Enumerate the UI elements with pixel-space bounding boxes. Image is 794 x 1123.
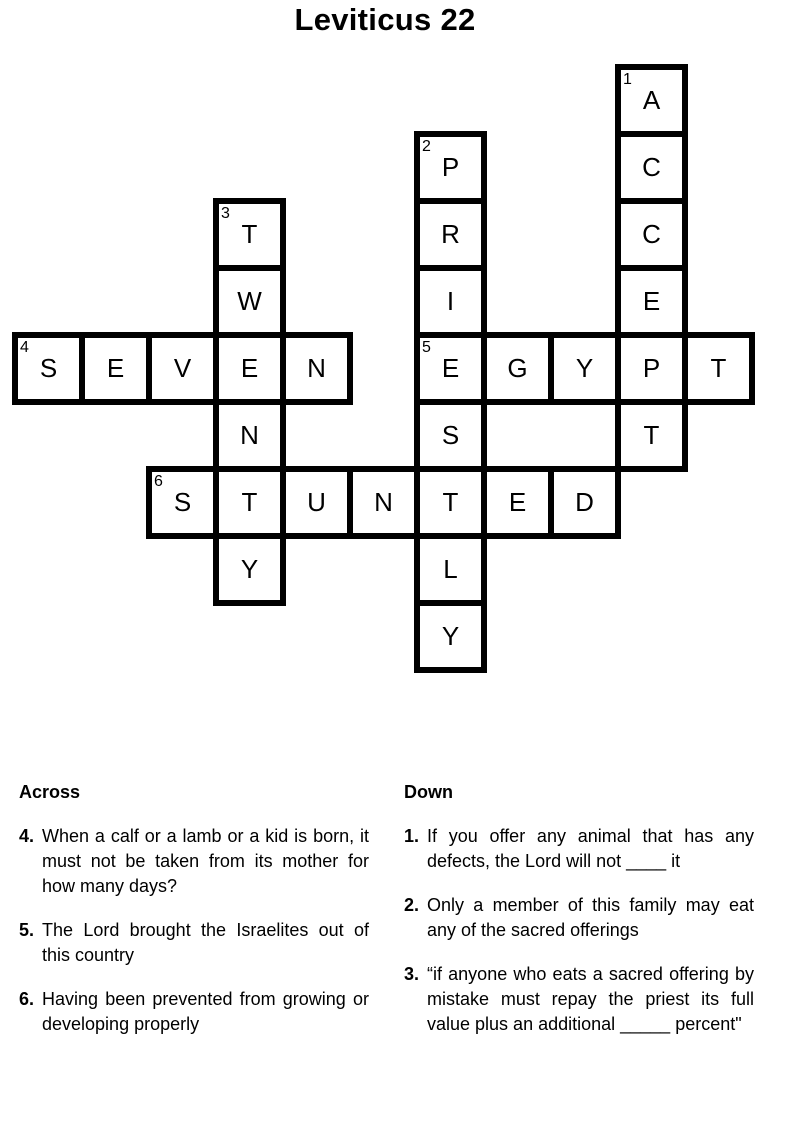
- grid-cell[interactable]: [481, 466, 554, 539]
- grid-cell[interactable]: [414, 466, 487, 539]
- grid-cell[interactable]: [682, 332, 755, 405]
- grid-cell[interactable]: [548, 332, 621, 405]
- down-clue-list: [404, 824, 754, 1056]
- grid-cell[interactable]: [548, 466, 621, 539]
- cell-letter: V: [173, 353, 192, 383]
- clue-text: Only a member of this family may eat any of the sacred offerings: [427, 895, 754, 940]
- down-heading: Down: [404, 782, 453, 802]
- cell-letter: R: [441, 219, 460, 249]
- grid-cell[interactable]: [615, 64, 688, 137]
- cell-letter: T: [643, 420, 660, 450]
- clue-text: If you offer any animal that has any defects, the Lord will not ____ it: [427, 826, 754, 871]
- cell-letter: Y: [441, 621, 460, 651]
- down-clue: [404, 893, 754, 943]
- cell-letter: U: [307, 487, 326, 517]
- cell-letter: E: [240, 353, 259, 383]
- cell-letter: W: [237, 286, 262, 316]
- cell-letter: G: [507, 353, 528, 383]
- cell-letter: C: [642, 219, 661, 249]
- grid-cell[interactable]: [280, 332, 353, 405]
- cell-letter: E: [642, 286, 661, 316]
- cell-letter: L: [443, 554, 458, 584]
- cell-number: 4: [20, 339, 29, 356]
- grid-cell[interactable]: [414, 533, 487, 606]
- grid-cell[interactable]: [79, 332, 152, 405]
- across-clue: [19, 918, 369, 968]
- grid-cell[interactable]: [414, 600, 487, 673]
- down-clue: [404, 824, 754, 874]
- across-clue: [19, 987, 369, 1037]
- cell-number: 2: [422, 138, 431, 155]
- grid-cell[interactable]: [414, 332, 487, 405]
- grid-cell[interactable]: [414, 399, 487, 472]
- cell-letter: P: [642, 353, 661, 383]
- grid-cell[interactable]: [213, 265, 286, 338]
- across-clue-list: [19, 824, 369, 1056]
- grid-cell[interactable]: [414, 265, 487, 338]
- grid-cell[interactable]: [414, 131, 487, 204]
- across-clue: [19, 824, 369, 899]
- grid-cell[interactable]: [213, 533, 286, 606]
- clue-text: When a calf or a lamb or a kid is born, it must not be taken from its mother for how many days?: [42, 826, 369, 896]
- cell-letter: E: [441, 353, 460, 383]
- clue-number: 4.: [19, 826, 35, 846]
- cell-letter: Y: [240, 554, 259, 584]
- cell-letter: T: [241, 219, 258, 249]
- grid-cell[interactable]: [213, 198, 286, 271]
- grid-cell[interactable]: [12, 332, 85, 405]
- grid-cell[interactable]: [213, 399, 286, 472]
- clue-number: 3.: [404, 964, 420, 984]
- clue-number: 1.: [404, 826, 420, 846]
- grid-cell[interactable]: [615, 198, 688, 271]
- grid-cell[interactable]: [213, 466, 286, 539]
- grid-cell[interactable]: [414, 198, 487, 271]
- grid-cell[interactable]: [615, 131, 688, 204]
- cell-letter: E: [106, 353, 125, 383]
- cell-letter: N: [240, 420, 259, 450]
- cell-number: 5: [422, 339, 431, 356]
- grid-cell[interactable]: [280, 466, 353, 539]
- cell-letter: A: [642, 85, 661, 115]
- cell-letter: N: [307, 353, 326, 383]
- cell-number: 3: [221, 205, 230, 222]
- down-clue: [404, 962, 754, 1037]
- cell-letter: S: [39, 353, 58, 383]
- page-title: Leviticus 22: [294, 2, 476, 37]
- grid-cell[interactable]: [615, 399, 688, 472]
- cell-letter: T: [710, 353, 727, 383]
- clue-text: “if anyone who eats a sacred offering by mistake must repay the priest its full value plus an additional _____ percent": [427, 964, 754, 1034]
- cell-letter: P: [441, 152, 460, 182]
- clue-number: 2.: [404, 895, 420, 915]
- cell-letter: T: [241, 487, 258, 517]
- cell-letter: Y: [575, 353, 594, 383]
- grid-cell[interactable]: [146, 332, 219, 405]
- cell-letter: I: [446, 286, 455, 316]
- clue-text: Having been prevented from growing or developing properly: [42, 989, 369, 1034]
- grid-cell[interactable]: [213, 332, 286, 405]
- cell-letter: S: [173, 487, 192, 517]
- clue-number: 6.: [19, 989, 35, 1009]
- cell-letter: S: [441, 420, 460, 450]
- clue-number: 5.: [19, 920, 35, 940]
- grid-cell[interactable]: [615, 332, 688, 405]
- grid-cell[interactable]: [615, 265, 688, 338]
- cell-letter: N: [374, 487, 393, 517]
- across-heading: Across: [19, 782, 81, 802]
- cell-number: 1: [623, 71, 632, 88]
- grid-cell[interactable]: [347, 466, 420, 539]
- cell-letter: D: [575, 487, 594, 517]
- clue-text: The Lord brought the Israelites out of this country: [42, 920, 369, 965]
- cell-letter: T: [442, 487, 459, 517]
- cell-letter: C: [642, 152, 661, 182]
- cell-letter: E: [508, 487, 527, 517]
- grid-cell[interactable]: [146, 466, 219, 539]
- cell-number: 6: [154, 473, 163, 490]
- grid-cell[interactable]: [481, 332, 554, 405]
